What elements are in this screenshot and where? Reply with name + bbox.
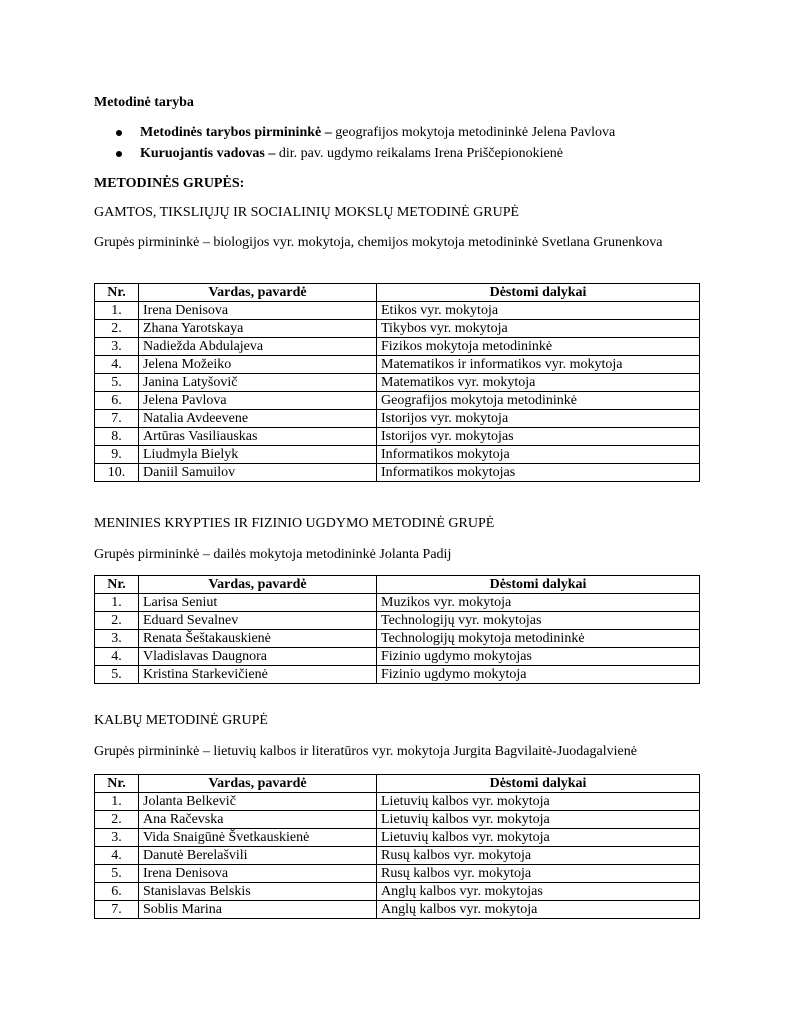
teacher-name-cell: Vladislavas Daugnora: [139, 648, 377, 666]
teacher-name-cell: Eduard Sevalnev: [139, 612, 377, 630]
row-number-cell: 10.: [95, 464, 139, 482]
row-number-cell: 7.: [95, 410, 139, 428]
subjects-cell: Informatikos mokytoja: [377, 446, 700, 464]
table-row: [95, 829, 700, 847]
table-body: [95, 793, 700, 919]
teacher-name-cell: Larisa Seniut: [139, 594, 377, 612]
row-number-cell: 3.: [95, 630, 139, 648]
row-number-cell: 2.: [95, 612, 139, 630]
teacher-name-cell: Kristina Starkevičienė: [139, 666, 377, 684]
table-row: [95, 464, 700, 482]
row-number-cell: 5.: [95, 374, 139, 392]
table-body: [95, 594, 700, 684]
table-row: [95, 883, 700, 901]
bullet-icon: [116, 151, 122, 157]
column-header-name: Vardas, pavardė: [139, 775, 377, 793]
teacher-name-cell: Soblis Marina: [139, 901, 377, 919]
subjects-cell: Technologijų mokytoja metodininkė: [377, 630, 700, 648]
teacher-name-cell: Irena Denisova: [139, 865, 377, 883]
row-number-cell: 1.: [95, 302, 139, 320]
teacher-name-cell: Renata Šeštakauskienė: [139, 630, 377, 648]
table-row: [95, 302, 700, 320]
subjects-cell: Anglų kalbos vyr. mokytoja: [377, 901, 700, 919]
row-number-cell: 9.: [95, 446, 139, 464]
column-header-name: Vardas, pavardė: [139, 284, 377, 302]
table-row: [95, 865, 700, 883]
table-row: [95, 392, 700, 410]
subjects-cell: Informatikos mokytojas: [377, 464, 700, 482]
teacher-name-cell: Zhana Yarotskaya: [139, 320, 377, 338]
row-number-cell: 4.: [95, 847, 139, 865]
group-chair: Grupės pirmininkė – dailės mokytoja metodininkė Jolanta Padij: [94, 547, 452, 562]
subjects-cell: Rusų kalbos vyr. mokytoja: [377, 847, 700, 865]
group-staff-table: [94, 774, 700, 919]
group-staff-table: [94, 283, 700, 482]
column-header-name: Vardas, pavardė: [139, 576, 377, 594]
subjects-cell: Fizinio ugdymo mokytoja: [377, 666, 700, 684]
subjects-cell: Technologijų vyr. mokytojas: [377, 612, 700, 630]
table-row: [95, 374, 700, 392]
subjects-cell: Matematikos vyr. mokytoja: [377, 374, 700, 392]
table-row: [95, 648, 700, 666]
group-title: GAMTOS, TIKSLIŲJŲ IR SOCIALINIŲ MOKSLŲ METODINĖ GRUPĖ: [94, 205, 520, 220]
subjects-cell: Istorijos vyr. mokytojas: [377, 428, 700, 446]
subjects-cell: Fizikos mokytoja metodininkė: [377, 338, 700, 356]
row-number-cell: 2.: [95, 320, 139, 338]
subjects-cell: Muzikos vyr. mokytoja: [377, 594, 700, 612]
teacher-name-cell: Irena Denisova: [139, 302, 377, 320]
teacher-name-cell: Jelena Pavlova: [139, 392, 377, 410]
table-row: [95, 612, 700, 630]
subjects-cell: Anglų kalbos vyr. mokytojas: [377, 883, 700, 901]
teacher-name-cell: Artūras Vasiliauskas: [139, 428, 377, 446]
council-members-list: [94, 124, 615, 166]
teacher-name-cell: Daniil Samuilov: [139, 464, 377, 482]
council-member-desc: dir. pav. ugdymo reikalams Irena Priščepionokienė: [275, 146, 563, 161]
groups-heading: METODINĖS GRUPĖS:: [94, 176, 245, 191]
column-header-nr: Nr.: [95, 775, 139, 793]
teacher-name-cell: Liudmyla Bielyk: [139, 446, 377, 464]
subjects-cell: Etikos vyr. mokytoja: [377, 302, 700, 320]
column-header-subjects: Dėstomi dalykai: [377, 576, 700, 594]
row-number-cell: 6.: [95, 392, 139, 410]
table-row: [95, 356, 700, 374]
teacher-name-cell: Jolanta Belkevič: [139, 793, 377, 811]
table-row: [95, 666, 700, 684]
table-row: [95, 847, 700, 865]
table-row: [95, 410, 700, 428]
council-member-role: Kuruojantis vadovas –: [140, 146, 276, 161]
council-member-item: [94, 145, 615, 166]
subjects-cell: Fizinio ugdymo mokytojas: [377, 648, 700, 666]
column-header-nr: Nr.: [95, 576, 139, 594]
table-row: [95, 811, 700, 829]
table-header-row: [95, 576, 700, 594]
teacher-name-cell: Nadiežda Abdulajeva: [139, 338, 377, 356]
row-number-cell: 8.: [95, 428, 139, 446]
row-number-cell: 4.: [95, 356, 139, 374]
row-number-cell: 5.: [95, 865, 139, 883]
row-number-cell: 5.: [95, 666, 139, 684]
group-title: MENINIES KRYPTIES IR FIZINIO UGDYMO METODINĖ GRUPĖ: [94, 516, 495, 531]
teacher-name-cell: Janina Latyšovič: [139, 374, 377, 392]
table-row: [95, 446, 700, 464]
column-header-subjects: Dėstomi dalykai: [377, 284, 700, 302]
row-number-cell: 3.: [95, 338, 139, 356]
subjects-cell: Lietuvių kalbos vyr. mokytoja: [377, 793, 700, 811]
teacher-name-cell: Vida Snaigūnė Švetkauskienė: [139, 829, 377, 847]
column-header-subjects: Dėstomi dalykai: [377, 775, 700, 793]
row-number-cell: 1.: [95, 793, 139, 811]
group-title: KALBŲ METODINĖ GRUPĖ: [94, 713, 268, 728]
table-row: [95, 901, 700, 919]
row-number-cell: 4.: [95, 648, 139, 666]
table-row: [95, 594, 700, 612]
teacher-name-cell: Natalia Avdeevene: [139, 410, 377, 428]
table-row: [95, 428, 700, 446]
row-number-cell: 1.: [95, 594, 139, 612]
table-header-row: [95, 284, 700, 302]
table-header-row: [95, 775, 700, 793]
teacher-name-cell: Danutė Berelašvili: [139, 847, 377, 865]
table-row: [95, 338, 700, 356]
teacher-name-cell: Stanislavas Belskis: [139, 883, 377, 901]
row-number-cell: 2.: [95, 811, 139, 829]
council-member-item: [94, 124, 615, 145]
group-chair: Grupės pirmininkė – lietuvių kalbos ir literatūros vyr. mokytoja Jurgita Bagvilaitė-Juodagalvienė: [94, 744, 637, 759]
teacher-name-cell: Jelena Možeiko: [139, 356, 377, 374]
teacher-name-cell: Ana Račevska: [139, 811, 377, 829]
group-chair: Grupės pirmininkė – biologijos vyr. mokytoja, chemijos mokytoja metodininkė Svetlana Grunenkova: [94, 235, 663, 250]
subjects-cell: Istorijos vyr. mokytoja: [377, 410, 700, 428]
row-number-cell: 6.: [95, 883, 139, 901]
group-staff-table: [94, 575, 700, 684]
council-title: Metodinė taryba: [94, 95, 194, 110]
row-number-cell: 3.: [95, 829, 139, 847]
table-row: [95, 320, 700, 338]
council-member-role: Metodinės tarybos pirmininkė –: [140, 125, 332, 140]
subjects-cell: Tikybos vyr. mokytoja: [377, 320, 700, 338]
subjects-cell: Lietuvių kalbos vyr. mokytoja: [377, 829, 700, 847]
subjects-cell: Rusų kalbos vyr. mokytoja: [377, 865, 700, 883]
subjects-cell: Matematikos ir informatikos vyr. mokytoja: [377, 356, 700, 374]
subjects-cell: Lietuvių kalbos vyr. mokytoja: [377, 811, 700, 829]
column-header-nr: Nr.: [95, 284, 139, 302]
table-row: [95, 793, 700, 811]
bullet-icon: [116, 130, 122, 136]
row-number-cell: 7.: [95, 901, 139, 919]
subjects-cell: Geografijos mokytoja metodininkė: [377, 392, 700, 410]
table-body: [95, 302, 700, 482]
council-member-desc: geografijos mokytoja metodininkė Jelena Pavlova: [331, 125, 616, 140]
table-row: [95, 630, 700, 648]
